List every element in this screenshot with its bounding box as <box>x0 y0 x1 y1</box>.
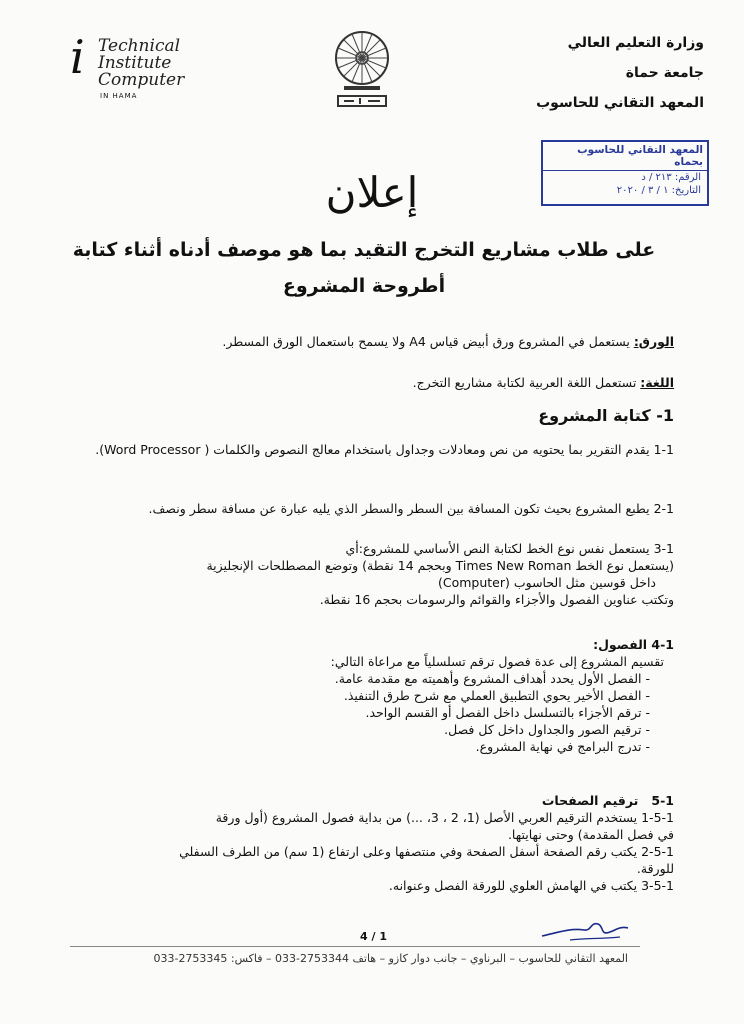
item-4-1 <box>64 636 674 755</box>
institute-logo <box>70 30 210 104</box>
paper-label: الورق: <box>633 334 674 349</box>
section-title: كتابة المشروع <box>538 406 651 425</box>
item-5-1-1-line1: 1-5-1 يستخدم الترقيم العربي الأصل (1، 2 ، 3، ...) من بداية فصول المشروع (أول ورقة <box>215 810 674 825</box>
page-title: إعلان <box>325 168 419 217</box>
page-number: 4 / 1 <box>360 930 387 943</box>
stamp-number-label: الرقم: <box>674 172 701 183</box>
stamp-date-label: التاريخ: <box>671 185 701 196</box>
item-2-1: 2-1 يطبع المشروع بحيث تكون المسافة بين السطر والسطر الذي يليه عبارة عن مسافة سطر ونصف. <box>148 501 674 516</box>
item-5-1-heading: 5-1 ترقيم الصفحات <box>541 793 674 808</box>
footer-contact: المعهد التقاني للحاسوب – البرناوي – جانب دوار كازو – هاتف 2753344-033 – فاكس: 2753345-033 <box>153 952 628 965</box>
institute-name: المعهد التقاني للحاسوب <box>536 95 704 111</box>
ministry-name: وزارة التعليم العالي <box>567 35 704 51</box>
item-3-1-line4: وتكتب عناوين الفصول والأجزاء والقوائم والرسومات بحجم 16 نقطة. <box>319 592 674 607</box>
item-5-1-2-line2: للورقة. <box>636 861 674 876</box>
stamp-title: المعهد التقاني للحاسوب بحماه <box>543 142 707 171</box>
language-label: اللغة: <box>640 375 674 390</box>
section-heading <box>274 406 674 425</box>
item-5-1-1-line2: في فصل المقدمة) وحتى نهايتها. <box>507 827 674 842</box>
logo-line2: Institute <box>98 53 172 73</box>
item-3-1-line2: (يستعمل نوع الخط Times New Roman وبحجم 14 نقطة) وتوضع المصطلحات الإنجليزية <box>206 558 674 573</box>
item-5-1-2-line1: 2-5-1 يكتب رقم الصفحة أسفل الصفحة وفي منتصفها وعلى ارتفاع (1 سم) من الطرف السفلي <box>179 844 674 859</box>
list-item: - الفصل الأول يحدد أهداف المشروع وأهميته مع مقدمة عامة. <box>334 671 650 686</box>
logo-sub: IN HAMA <box>100 92 138 100</box>
item-4-1-heading: 4-1 الفصول: <box>593 637 674 652</box>
university-name: جامعة حماة <box>625 65 704 81</box>
paper-paragraph <box>114 333 674 350</box>
list-item: - ترقم الأجزاء بالتسلسل داخل الفصل أو القسم الواحد. <box>365 705 650 720</box>
language-text: تستعمل اللغة العربية لكتابة مشاريع التخرج. <box>412 375 641 390</box>
stamp-date-value: ١ / ٣ / ٢٠٢٠ <box>616 185 669 196</box>
university-emblem-icon <box>324 24 400 116</box>
logo-line3: Computer <box>98 70 185 90</box>
language-paragraph <box>114 374 674 391</box>
signature-icon <box>540 918 630 948</box>
item-4-1-intro: تقسيم المشروع إلى عدة فصول ترقم تسلسلياً مع مراعاة التالي: <box>330 654 664 669</box>
section-number: 1- <box>656 406 674 425</box>
announcement-subtitle: على طلاب مشاريع التخرج التقيد بما هو موصف أدناه أثناء كتابة أطروحة المشروع <box>72 239 656 297</box>
list-item: - تدرج البرامج في نهاية المشروع. <box>475 739 650 754</box>
item-1-1: 1-1 يقدم التقرير بما يحتويه من نص ومعادلات وجداول باستخدام معالج النصوص والكلمات ( Word Processor). <box>95 442 674 457</box>
item-5-1 <box>64 792 674 894</box>
item-3-1 <box>64 540 674 608</box>
paper-text: يستعمل في المشروع ورق أبيض قياس A4 ولا يسمح باستعمال الورق المسطر. <box>222 334 634 349</box>
logo-line1: Technical <box>98 36 181 56</box>
stamp-number-value: ٢١٣ / د <box>641 172 672 183</box>
ministry-header <box>484 28 704 118</box>
list-item: - ترقيم الصور والجداول داخل كل فصل. <box>444 722 650 737</box>
footer-divider <box>70 946 640 947</box>
item-3-1-line1: 3-1 يستعمل نفس نوع الخط لكتابة النص الأساسي للمشروع:أي <box>345 541 674 556</box>
list-item: - الفصل الأخير يحوي التطبيق العملي مع شرح طرق التنفيذ. <box>343 688 650 703</box>
item-5-1-3: 3-5-1 يكتب في الهامش العلوي للورقة الفصل وعنوانه. <box>388 878 674 893</box>
bullet-list <box>64 670 650 755</box>
item-3-1-line3: داخل قوسين مثل الحاسوب (Computer) <box>437 575 656 590</box>
logo-letter: i <box>70 30 85 84</box>
